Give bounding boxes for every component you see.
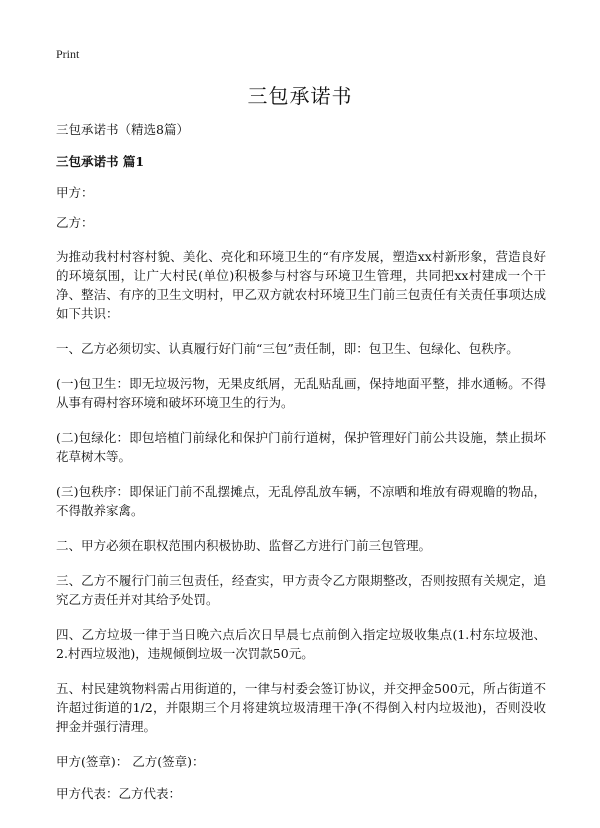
paragraph-clause-5: 五、村民建筑物料需占用街道的，一律与村委会签订协议，并交押金500元，所占街道不许超过街道的1/2，并限期三个月将建筑垃圾清理干净(不得倒入村内垃圾池)，否则没收押金并强行清理。 [56,681,546,734]
paragraph-clause-1: 一、乙方必须切实、认真履行好门前“三包”责任制，即：包卫生、包绿化、包秩序。 [56,341,519,356]
paragraph-intro: 为推动我村村容村貌、美化、亮化和环境卫生的“有序发展，塑造xx村新形象，营造良好的环境氛围，让广大村民(单位)积极参与村容与环境卫生管理，共同把xx村建成一个干净、整洁、有序的卫生文明村，甲乙双方就农村环境卫生门前三包责任有关责任事项达成如下共识： [56,249,546,321]
document-title: 三包承诺书 [247,84,353,108]
party-b-label: 乙方： [56,215,94,230]
print-link[interactable]: Print [56,47,80,61]
document-body [56,120,546,816]
paragraph-clause-1b: (二)包绿化：即包培植门前绿化和保护门前行道树，保护管理好门前公共设施，禁止损坏花草树木等。 [56,430,546,464]
paragraph-clause-1a: (一)包卫生：即无垃圾污物，无果皮纸屑，无乱贴乱画，保持地面平整，排水通畅。不得从事有碍村容环境和破坏环境卫生的行为。 [56,376,546,410]
paragraph-clause-3: 三、乙方不履行门前三包责任，经查实，甲方责令乙方限期整改，否则按照有关规定，追究乙方责任并对其给予处罚。 [56,573,546,607]
party-a-label: 甲方： [56,185,94,200]
paragraph-clause-2: 二、甲方必须在职权范围内积极协助、监督乙方进行门前三包管理。 [56,538,432,553]
section-heading: 三包承诺书 篇1 [56,154,145,169]
signature-line: 甲方(签章)： 乙方(签章)： [56,754,205,769]
paragraph-clause-1c: (三)包秩序：即保证门前不乱摆摊点，无乱停乱放车辆，不凉晒和堆放有碍观瞻的物品，不得散养家禽。 [56,484,546,518]
document-subtitle: 三包承诺书（精选8篇） [56,122,189,137]
representative-line: 甲方代表：乙方代表： [56,786,182,801]
paragraph-clause-4: 四、乙方垃圾一律于当日晚六点后次日早晨七点前倒入指定垃圾收集点(1.村东垃圾池、2.村西垃圾池)，违规倾倒垃圾一次罚款50元。 [56,627,546,661]
